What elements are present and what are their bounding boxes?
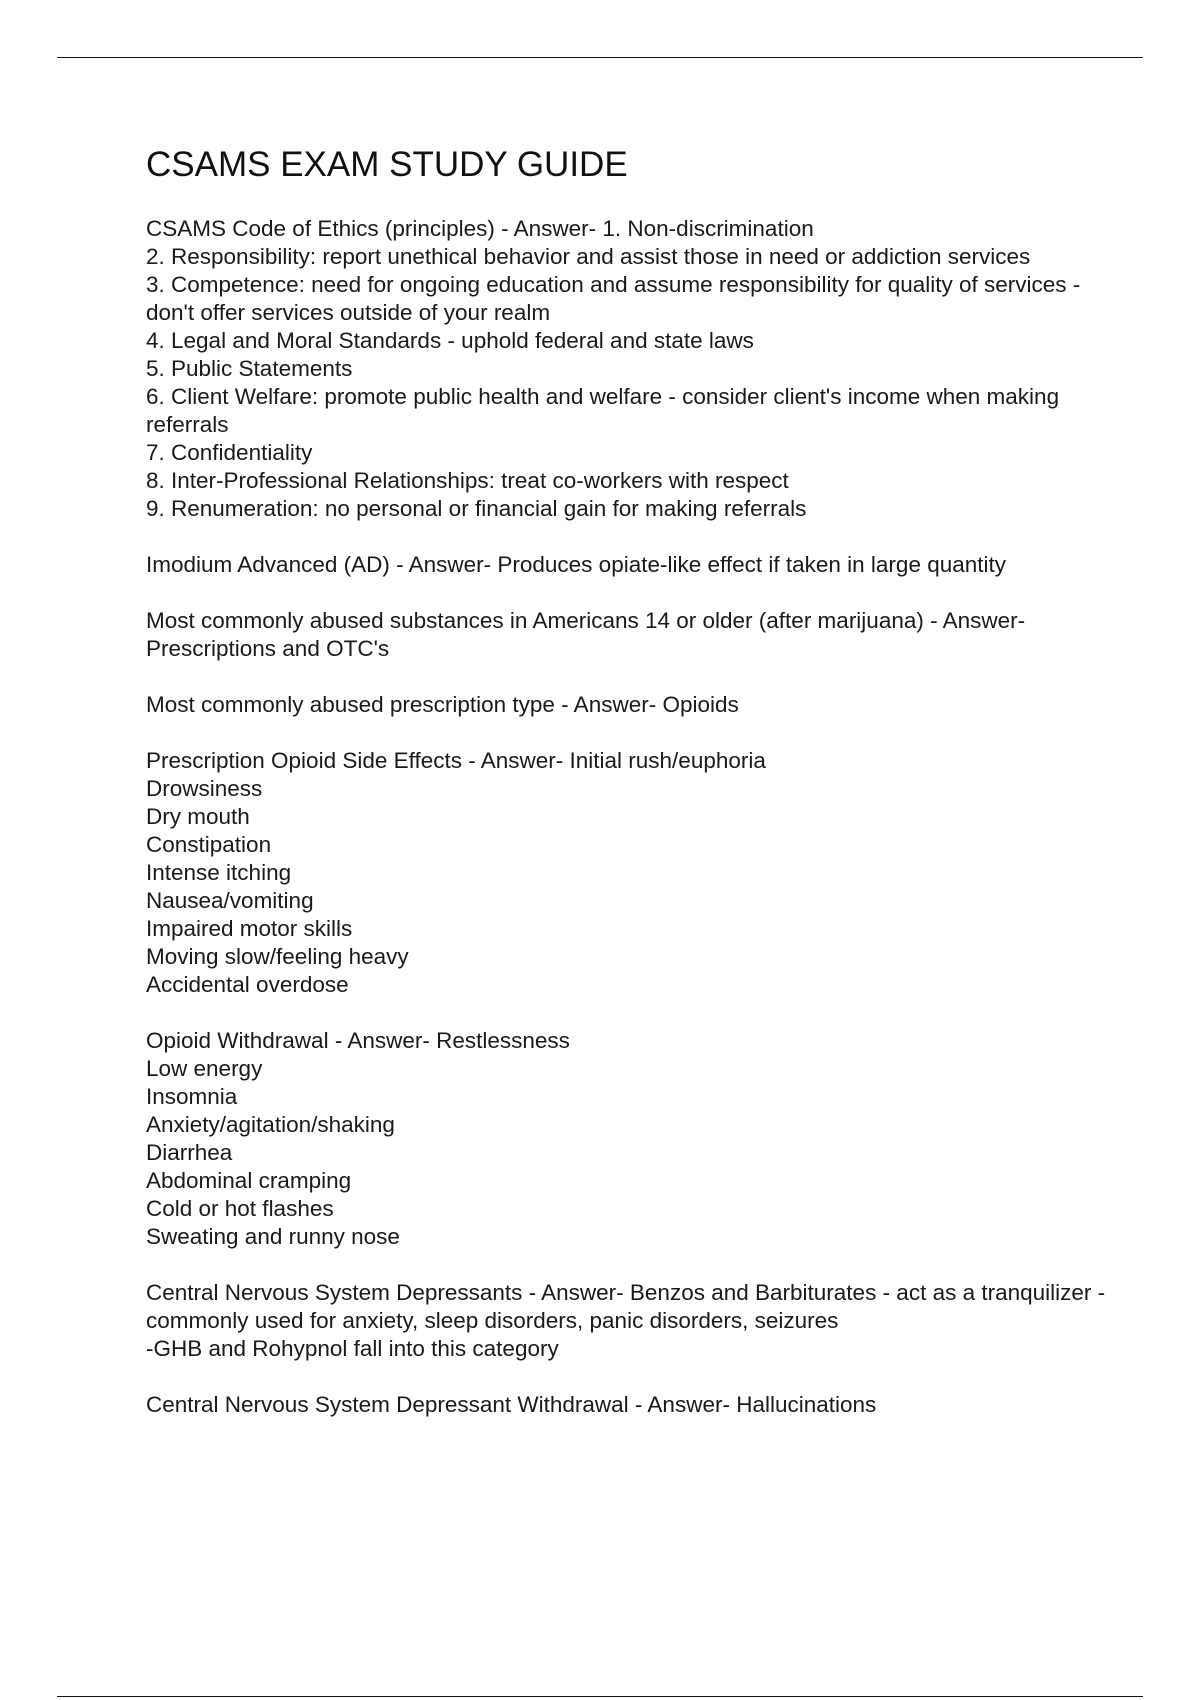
page-title: CSAMS EXAM STUDY GUIDE (146, 145, 628, 184)
entry-line: 3. Competence: need for ongoing education and assume responsibility for quality of services - don't offer services outside of your realm (146, 272, 1081, 325)
entry-line: 9. Renumeration: no personal or financial gain for making referrals (146, 496, 807, 521)
entry-line: -GHB and Rohypnol fall into this category (146, 1336, 559, 1361)
entry-line: Prescription Opioid Side Effects - Answer- Initial rush/euphoria (146, 748, 766, 773)
entry-line: 4. Legal and Moral Standards - uphold federal and state laws (146, 328, 754, 353)
entry-line: Anxiety/agitation/shaking (146, 1112, 395, 1137)
entry-cns-depressants (146, 1279, 1106, 1363)
entry-line: Central Nervous System Depressant Withdrawal - Answer- Hallucinations (146, 1392, 877, 1417)
entry-line: 7. Confidentiality (146, 440, 313, 465)
entry-line: Moving slow/feeling heavy (146, 944, 409, 969)
entry-line: Nausea/vomiting (146, 888, 314, 913)
entry-opioid-withdrawal (146, 1027, 1106, 1251)
entry-line: Most commonly abused prescription type - Answer- Opioids (146, 692, 739, 717)
entry-line: Diarrhea (146, 1140, 233, 1165)
entry-most-abused-prescription (146, 691, 1106, 719)
bottom-rule (57, 1696, 1143, 1697)
entry-line: Opioid Withdrawal - Answer- Restlessness (146, 1028, 570, 1053)
entry-line: CSAMS Code of Ethics (principles) - Answer- 1. Non-discrimination (146, 216, 814, 241)
entry-line: Abdominal cramping (146, 1168, 352, 1193)
document-body (146, 140, 1106, 1447)
entry-line: Impaired motor skills (146, 916, 353, 941)
entry-line: Dry mouth (146, 804, 250, 829)
entry-line: 5. Public Statements (146, 356, 353, 381)
entry-line: Cold or hot flashes (146, 1196, 334, 1221)
entry-line: 6. Client Welfare: promote public health and welfare - consider client's income when making referrals (146, 384, 1060, 437)
entry-line: Insomnia (146, 1084, 238, 1109)
entry-cns-depressant-withdrawal (146, 1391, 1106, 1419)
entry-line: Sweating and runny nose (146, 1224, 400, 1249)
top-rule (57, 57, 1143, 58)
entry-line: Drowsiness (146, 776, 263, 801)
entry-line: Imodium Advanced (AD) - Answer- Produces opiate-like effect if taken in large quantity (146, 552, 1007, 577)
entry-line: Central Nervous System Depressants - Answer- Benzos and Barbiturates - act as a tranquilizer - commonly used for anxiety, sleep disorders, panic disorders, seizures (146, 1280, 1106, 1333)
entry-line: 2. Responsibility: report unethical behavior and assist those in need or addiction services (146, 244, 1031, 269)
entry-line: Low energy (146, 1056, 263, 1081)
entry-most-abused-substances (146, 607, 1106, 663)
entry-line: Constipation (146, 832, 272, 857)
entry-line: Accidental overdose (146, 972, 349, 997)
entry-code-of-ethics (146, 215, 1106, 523)
entry-line: Intense itching (146, 860, 292, 885)
entry-line: 8. Inter-Professional Relationships: treat co-workers with respect (146, 468, 789, 493)
entry-imodium (146, 551, 1106, 579)
entry-line: Most commonly abused substances in Americans 14 or older (after marijuana) - Answer- Prescriptions and OTC's (146, 608, 1026, 661)
entry-opioid-side-effects (146, 747, 1106, 999)
